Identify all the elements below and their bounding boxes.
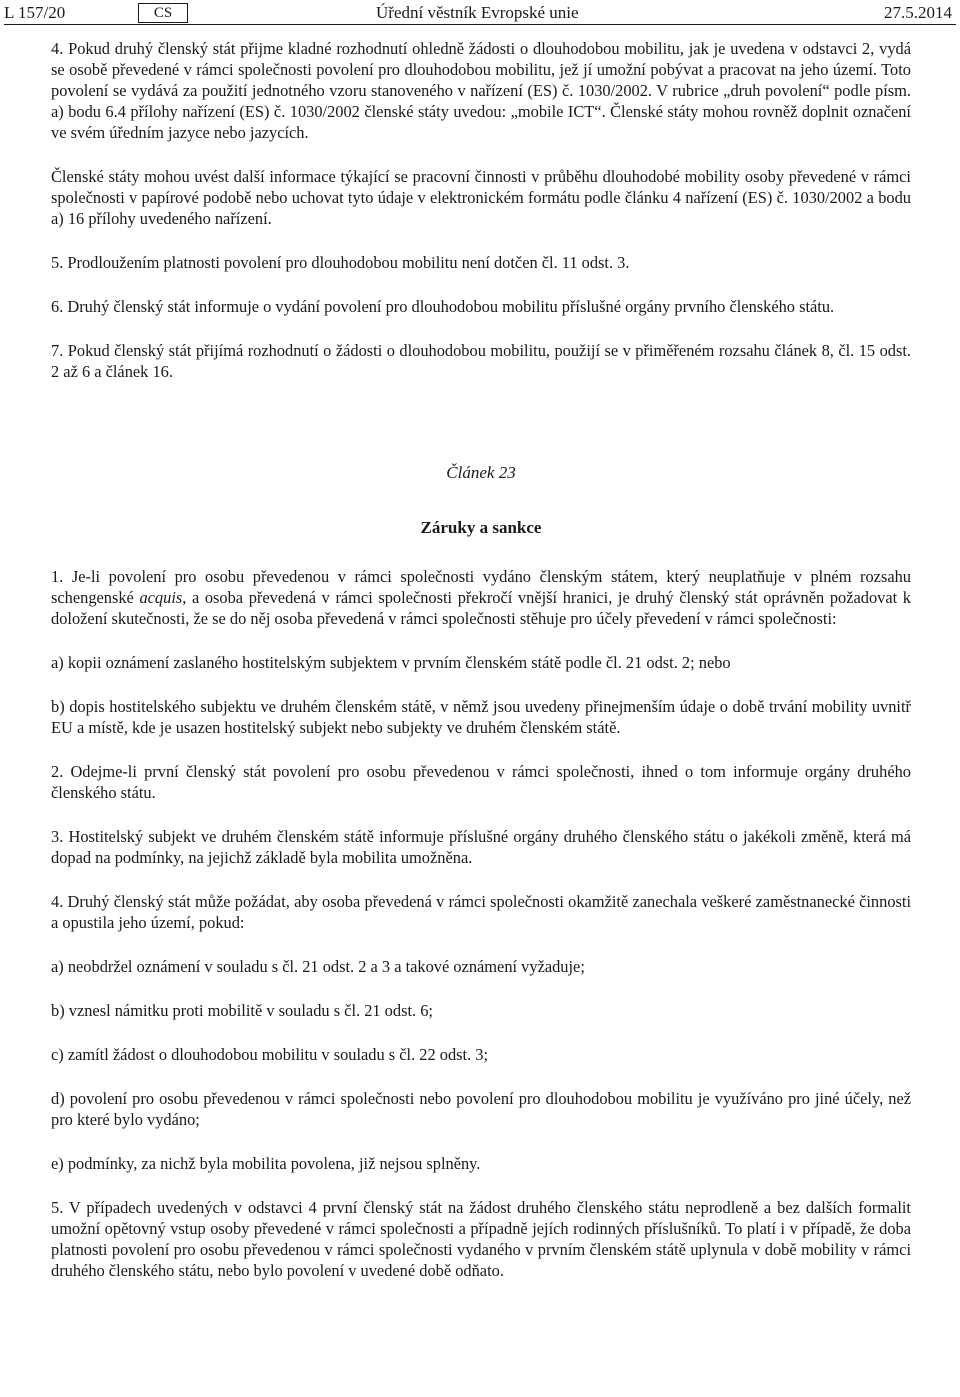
language-code-box: CS [138, 3, 188, 23]
article-title: Záruky a sankce [420, 518, 542, 537]
page-reference: L 157/20 [4, 3, 66, 22]
article-paragraph-4-item-c: c) zamítl žádost o dlouhodobou mobilitu v souladu s čl. 22 odst. 3; [51, 1045, 489, 1064]
journal-title: Úřední věstník Evropské unie [376, 3, 579, 22]
article-paragraph-1-text-b: , a osoba převedená v rámci společnosti překročí vnější hranici, je druhý členský stát oprávněn požadovat k doložení skutečnosti, že se do něj osoba převedená v rámci společnosti stěhuje pro účely převedení v rámci společnosti: [51, 588, 911, 628]
article-paragraph-1 [51, 566, 911, 629]
article-paragraph-4: 4. Druhý členský stát může požádat, aby osoba převedená v rámci společnosti okamžitě zanechala veškeré zaměstnanecké činnosti a opustila jeho území, pokud: [51, 892, 911, 932]
paragraph-5: 5. Prodloužením platnosti povolení pro dlouhodobou mobilitu není dotčen čl. 11 odst. 3. [51, 253, 630, 272]
paragraph-4-continued: Členské státy mohou uvést další informace týkající se pracovní činnosti v průběhu dlouhodobé mobility osoby převedené v rámci společnosti v papírové podobě nebo uchovat tyto údaje v elektronickém formátu podle článku 4 nařízení (ES) č. 1030/2002 a bodu a) 16 přílohy uvedeného nařízení. [51, 167, 911, 228]
article-paragraph-4-item-b: b) vznesl námitku proti mobilitě v souladu s čl. 21 odst. 6; [51, 1001, 433, 1020]
article-paragraph-4-item-a: a) neobdržel oznámení v souladu s čl. 21 odst. 2 a 3 a takové oznámení vyžaduje; [51, 957, 585, 976]
article-paragraph-4-item-d: d) povolení pro osobu převedenou v rámci společnosti nebo povolení pro dlouhodobou mobilitu je využíváno pro jiné účely, než pro které bylo vydáno; [51, 1089, 911, 1129]
publication-date: 27.5.2014 [884, 3, 952, 22]
article-paragraph-1-italic: acquis [139, 588, 183, 607]
article-paragraph-5: 5. V případech uvedených v odstavci 4 první členský stát na žádost druhého členského státu neprodleně a bez dalších formalit umožní opětovný vstup osoby převedené v rámci společnosti a případně jejích rodinných příslušníků. To platí i v případě, že doba platnosti povolení pro osobu převedenou v rámci společnosti vydaného v prvním členském státě uplynula v době mobility v rámci druhého členského státu, nebo bylo povolení v uvedené době odňato. [51, 1198, 911, 1280]
document-body [51, 38, 911, 1281]
article-paragraph-1-text-a: 1. Je-li povolení pro osobu převedenou v rámci společnosti vydáno členským státem, který neuplatňuje v plném rozsahu schengenské [51, 567, 911, 607]
article-paragraph-1-item-b: b) dopis hostitelského subjektu ve druhém členském státě, v němž jsou uvedeny přinejmenším údaje o době trvání mobility uvnitř EU a místě, kde je usazen hostitelský subjekt nebo subjekty ve druhém členském státě. [51, 697, 911, 737]
paragraph-6: 6. Druhý členský stát informuje o vydání povolení pro dlouhodobou mobilitu příslušné orgány prvního členského státu. [51, 297, 835, 316]
article-paragraph-3: 3. Hostitelský subjekt ve druhém členském státě informuje příslušné orgány druhého členského státu o jakékoli změně, která má dopad na podmínky, na jejichž základě byla mobilita umožněna. [51, 827, 911, 867]
article-paragraph-1-item-a: a) kopii oznámení zaslaného hostitelským subjektem v prvním členském státě podle čl. 21 odst. 2; nebo [51, 653, 731, 672]
article-paragraph-4-item-e: e) podmínky, za nichž byla mobilita povolena, již nejsou splněny. [51, 1154, 481, 1173]
article-paragraph-2: 2. Odejme-li první členský stát povolení pro osobu převedenou v rámci společnosti, ihned o tom informuje orgány druhého členského státu. [51, 762, 911, 802]
paragraph-7: 7. Pokud členský stát přijímá rozhodnutí o žádosti o dlouhodobou mobilitu, použijí se v přiměřeném rozsahu článek 8, čl. 15 odst. 2 až 6 a článek 16. [51, 341, 911, 381]
page-header [4, 3, 956, 25]
article-number: Článek 23 [446, 463, 516, 482]
paragraph-4: 4. Pokud druhý členský stát přijme kladné rozhodnutí ohledně žádosti o dlouhodobou mobilitu, jak je uvedena v odstavci 2, vydá se osobě převedené v rámci společnosti povolení pro dlouhodobou mobilitu, jež jí umožní pobývat a pracovat na jeho území. Toto povolení se vydává za použití jednotného vzoru stanoveného v nařízení (ES) č. 1030/2002. V rubrice „druh povolení“ podle písm. a) bodu 6.4 přílohy nařízení (ES) č. 1030/2002 členské státy uvedou: „mobile ICT“. Členské státy mohou rovněž doplnit označení ve svém úředním jazyce nebo jazycích. [51, 39, 911, 142]
